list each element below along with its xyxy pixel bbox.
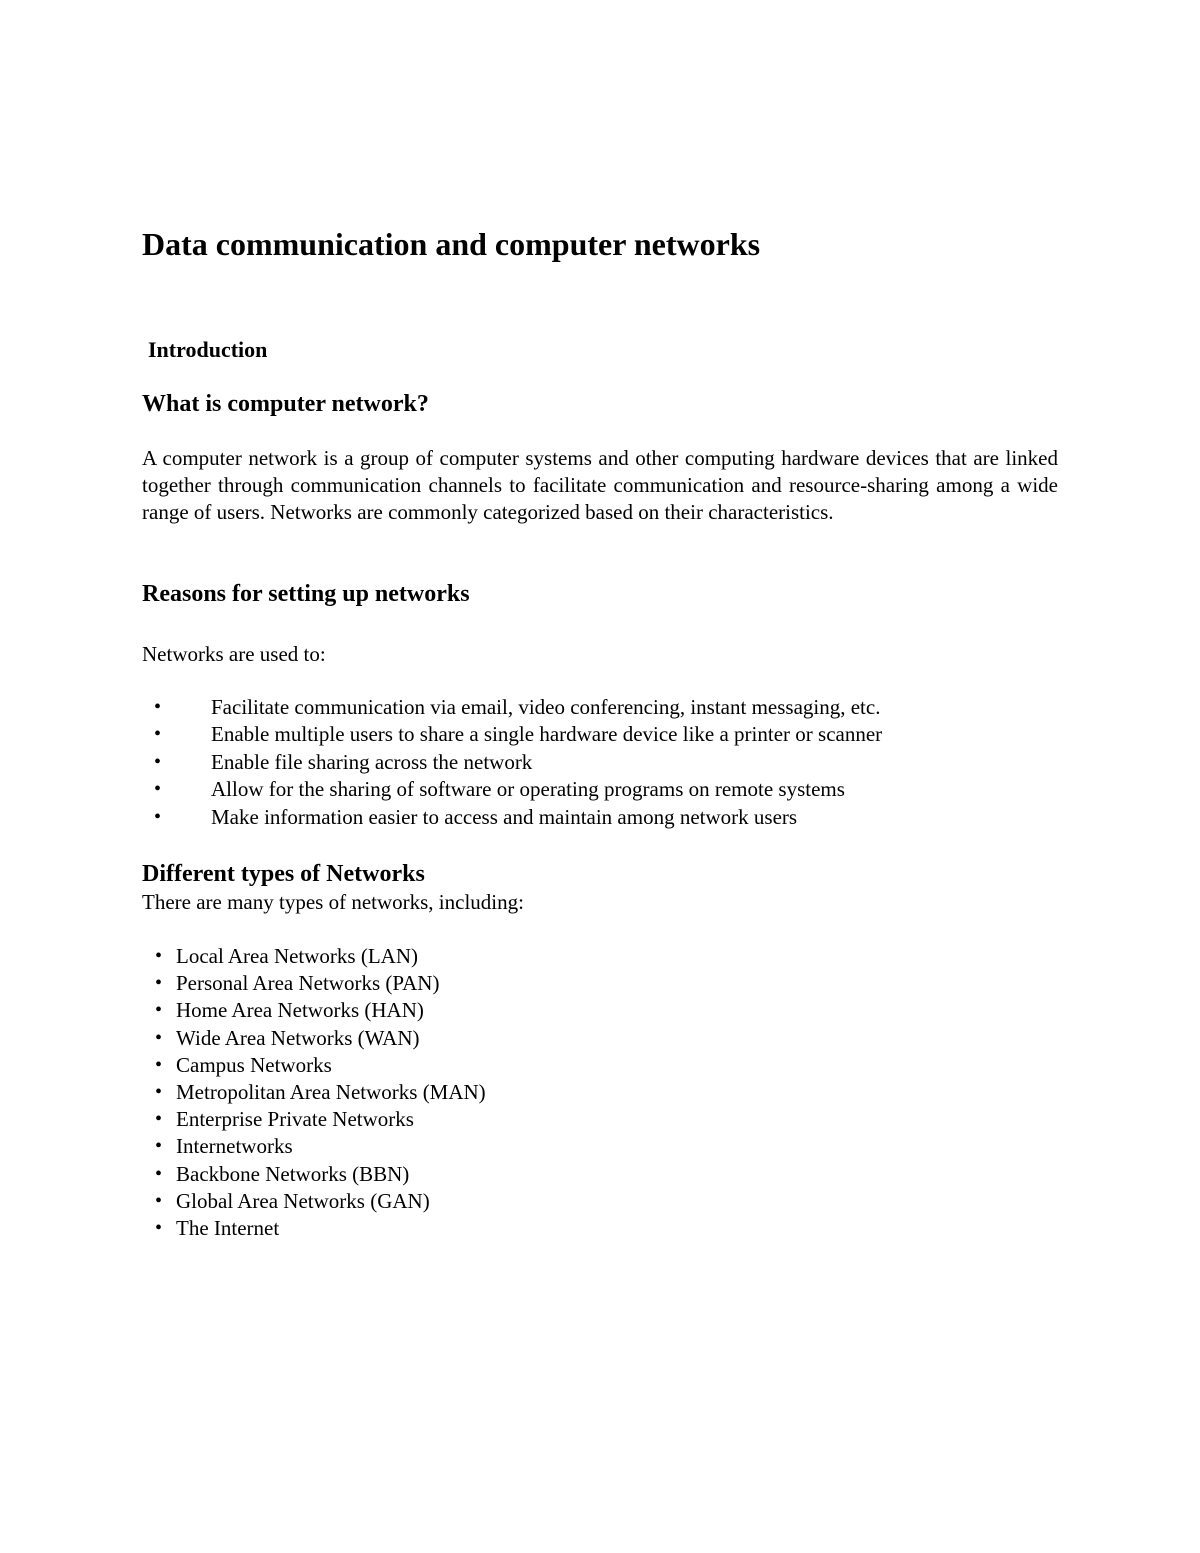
bullet-icon: • xyxy=(155,945,163,967)
list-item xyxy=(142,1215,486,1242)
list-item-text: Local Area Networks (LAN) xyxy=(176,944,418,968)
bullet-icon: • xyxy=(154,750,162,773)
types-lead-text: There are many types of networks, including: xyxy=(142,890,524,914)
list-item xyxy=(142,1052,486,1079)
list-item-text: Global Area Networks (GAN) xyxy=(176,1188,430,1213)
heading-reasons: Reasons for setting up networks xyxy=(142,581,470,607)
list-item xyxy=(142,997,486,1024)
list-item-text: Make information easier to access and maintain among network users xyxy=(211,804,798,829)
list-item xyxy=(142,721,882,748)
list-item xyxy=(142,804,882,831)
list-item-text: The Internet xyxy=(176,1215,280,1240)
list-item-text: Personal Area Networks (PAN) xyxy=(176,971,440,996)
bullet-icon: • xyxy=(154,696,162,718)
list-item-text: Internetworks xyxy=(176,1134,293,1159)
bullet-icon: • xyxy=(155,972,163,995)
bullet-icon: • xyxy=(154,778,162,801)
list-item xyxy=(142,1161,486,1188)
bullet-icon: • xyxy=(155,1026,163,1049)
list-item-text: Enable file sharing across the network xyxy=(211,749,533,774)
bullet-icon: • xyxy=(155,1135,163,1158)
bullet-icon: • xyxy=(155,1216,163,1239)
list-item xyxy=(142,1133,486,1160)
bullet-icon: • xyxy=(155,1080,163,1103)
bullet-icon: • xyxy=(154,805,162,828)
reasons-list xyxy=(142,694,882,831)
bullet-icon: • xyxy=(154,723,162,746)
list-item-text: Home Area Networks (HAN) xyxy=(176,998,424,1023)
bullet-icon: • xyxy=(155,999,163,1022)
list-item xyxy=(142,970,486,997)
reasons-lead-text: Networks are used to: xyxy=(142,642,326,666)
list-item-text: Enterprise Private Networks xyxy=(176,1107,414,1132)
bullet-icon: • xyxy=(155,1189,163,1212)
intro-label: Introduction xyxy=(148,337,268,362)
heading-what-is-network: What is computer network? xyxy=(142,391,429,417)
list-item xyxy=(142,1079,486,1106)
list-item-text: Metropolitan Area Networks (MAN) xyxy=(176,1079,486,1104)
list-item xyxy=(142,943,486,970)
network-types-list xyxy=(142,943,486,1242)
list-item-text: Enable multiple users to share a single hardware device like a printer or scanner xyxy=(211,722,883,747)
list-item-text: Backbone Networks (BBN) xyxy=(176,1161,410,1186)
list-item-text: Campus Networks xyxy=(176,1052,332,1077)
bullet-icon: • xyxy=(155,1053,163,1076)
bullet-icon: • xyxy=(155,1162,163,1185)
heading-network-types: Different types of Networks xyxy=(142,861,425,887)
definition-paragraph: A computer network is a group of computer systems and other computing hardware devices that are linked together through communication channels to facilitate communication and resource-sharing among a wide range of users. Networks are commonly categorized based on their characteristics. xyxy=(142,446,1058,524)
list-item-text: Wide Area Networks (WAN) xyxy=(176,1025,420,1050)
list-item-text: Facilitate communication via email, video conferencing, instant messaging, etc. xyxy=(211,695,881,719)
list-item xyxy=(142,694,882,721)
list-item-text: Allow for the sharing of software or operating programs on remote systems xyxy=(211,777,845,802)
list-item xyxy=(142,749,882,776)
list-item xyxy=(142,1188,486,1215)
list-item xyxy=(142,776,882,803)
document-title: Data communication and computer networks xyxy=(142,226,761,262)
list-item xyxy=(142,1025,486,1052)
bullet-icon: • xyxy=(155,1108,163,1131)
list-item xyxy=(142,1106,486,1133)
